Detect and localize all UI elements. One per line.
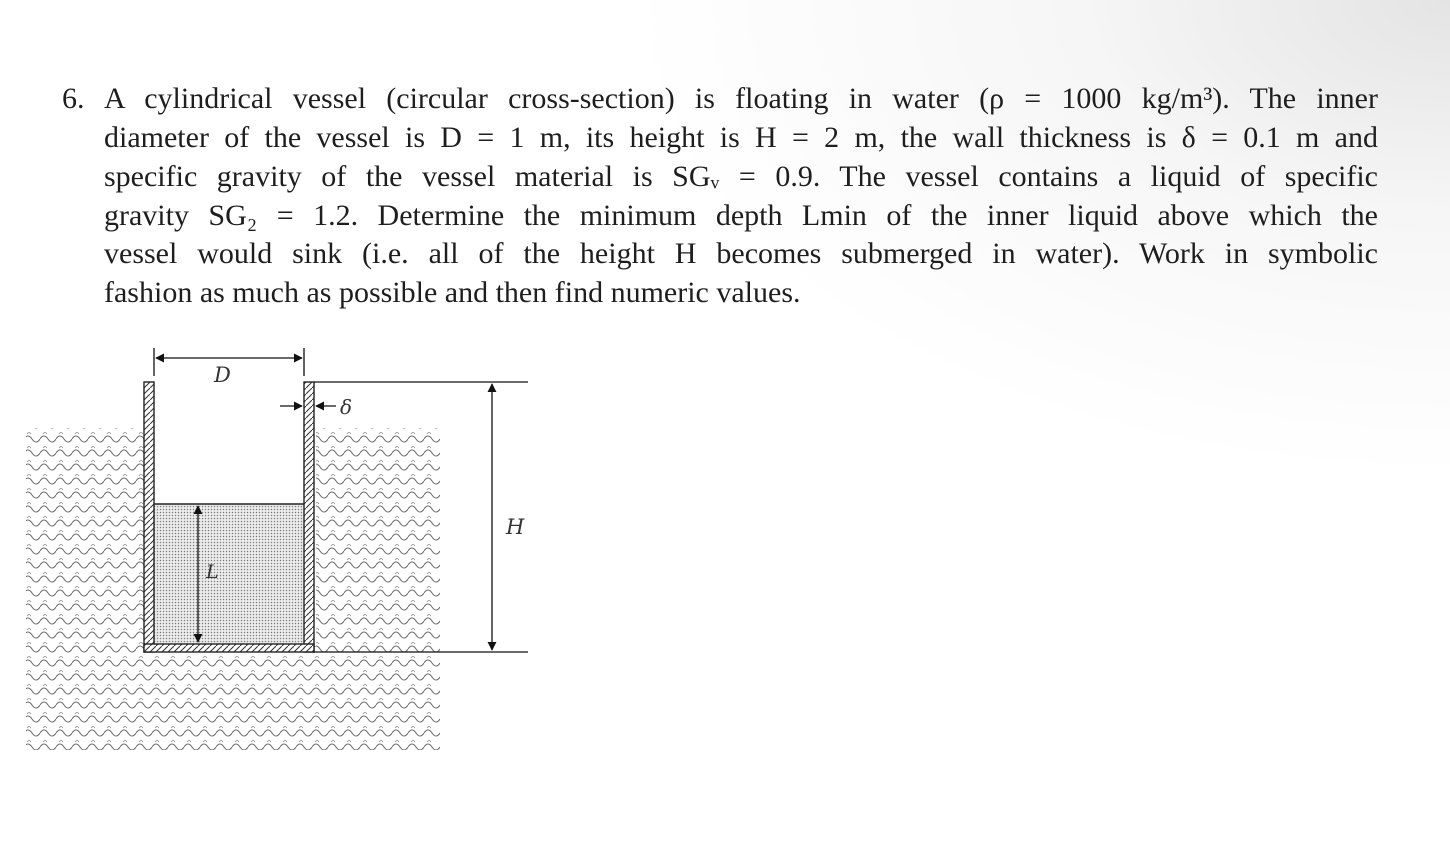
problem-number: 6. [62,82,85,115]
height-label: H [506,515,525,539]
problem-text-line-3: specific gravity of the vessel material is SGᵥ = 0.9. The vessel contains a liquid of specific [104,160,1378,193]
thickness-label: δ [340,395,353,419]
problem-text-line-5: vessel would sink (i.e. all of the height H becomes submerged in water). Work in symbolic [104,237,1378,270]
vessel-left-wall [144,382,154,652]
problem-text-line-4: gravity SG₂ = 1.2. Determine the minimum depth Lmin of the inner liquid above which the [104,199,1378,232]
height-dimension-backdrop [444,416,488,654]
vessel-diagram [24,346,532,754]
vessel-bottom [144,644,314,652]
inner-liquid [154,504,304,644]
diameter-dimension [154,348,304,387]
diameter-label: D [214,363,231,387]
liquid-depth-label: L [206,561,219,583]
vessel-right-wall [304,382,314,652]
problem-text-line-2: diameter of the vessel is D = 1 m, its height is H = 2 m, the wall thickness is δ = 0.1 m and [104,121,1378,154]
problem-text-line-1: A cylindrical vessel (circular cross-section) is floating in water (ρ = 1000 kg/m³). The inner [104,82,1378,115]
problem-text-line-6: fashion as much as possible and then find numeric values. [104,276,801,309]
